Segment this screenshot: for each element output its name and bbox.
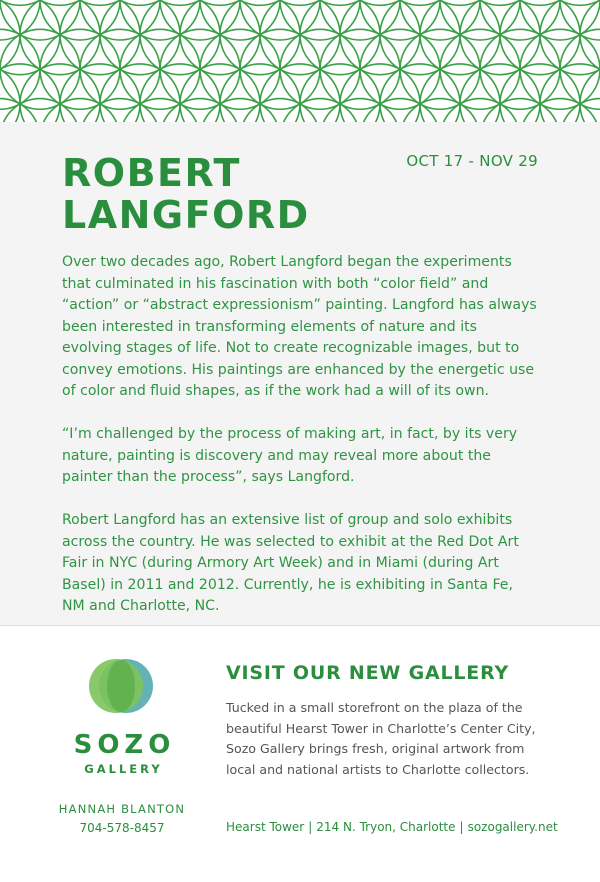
- contact-name: HANNAH BLANTON: [58, 802, 186, 816]
- gallery-footer: [0, 626, 600, 882]
- visit-heading: VISIT OUR NEW GALLERY: [226, 662, 510, 684]
- pattern-circle: [280, 99, 360, 122]
- exhibition-dates: OCT 17 - NOV 29: [406, 152, 538, 170]
- exhibition-description: [62, 252, 540, 639]
- address-street: 214 N. Tryon, Charlotte: [316, 820, 456, 834]
- pattern-circle: [520, 99, 600, 122]
- pattern-circle: [200, 99, 280, 122]
- pattern-circle: [540, 0, 600, 75]
- pattern-circle: [40, 99, 120, 122]
- description-paragraph: Over two decades ago, Robert Langford began the experiments that culminated in his fascination with both “color field” and “action” or “abstract expressionism” painting. Langford has always been interested in transforming elements of nature and its evolving stages of life. Not to create recognizable images, but to convey emotions. His paintings are enhanced by the energetic use of color and fluid shapes, as if the work had a will of its own.: [62, 254, 537, 399]
- pattern-circle: [0, 99, 80, 122]
- flower-of-life-pattern: [0, 0, 600, 122]
- sozo-logo: [48, 652, 196, 776]
- exhibition-section: [0, 122, 600, 625]
- pattern-circle: [320, 99, 400, 122]
- contact-phone[interactable]: 704-578-8457: [79, 821, 165, 835]
- pattern-circle: [160, 99, 240, 122]
- description-paragraph: Robert Langford has an extensive list of group and solo exhibits across the country. He was selected to exhibit at the Red Dot Art Fair in NYC (during Armory Art Week) and in Miami (during Art Basel) in 2011 and 2012. Currently, he is exhibiting in Santa Fe, NM and Charlotte, NC.: [62, 512, 519, 614]
- pattern-circle: [120, 99, 200, 122]
- pattern-circle: [400, 99, 480, 122]
- pattern-circle: [80, 99, 160, 122]
- logo-circles-icon: [86, 652, 158, 722]
- artist-name-line2: LANGFORD: [62, 193, 310, 237]
- gallery-website-link[interactable]: sozogallery.net: [467, 820, 558, 834]
- address-separator: |: [308, 820, 313, 834]
- pattern-circle: [480, 99, 560, 122]
- pattern-circle: [360, 99, 440, 122]
- description-paragraph: “I’m challenged by the process of making art, in fact, by its very nature, painting is discovery and may reveal more about the painter than the process”, says Langford.: [62, 426, 518, 485]
- pattern-circle: [240, 99, 320, 122]
- artist-name: [62, 152, 310, 236]
- logo-subtitle: GALLERY: [84, 762, 163, 776]
- logo-wordmark: SOZO: [73, 730, 176, 760]
- pattern-circle: [0, 0, 60, 75]
- visit-description: Tucked in a small storefront on the plaza of the beautiful Hearst Tower in Charlotte’s Center City, Sozo Gallery brings fresh, original artwork from local and national artists to Charlotte collectors.: [226, 700, 536, 777]
- address-building: Hearst Tower: [226, 820, 305, 834]
- address-separator: |: [459, 820, 464, 834]
- pattern-circle: [440, 99, 520, 122]
- gallery-address: [226, 820, 566, 834]
- pattern-graphic: [0, 0, 600, 122]
- artist-name-line1: ROBERT: [62, 151, 241, 195]
